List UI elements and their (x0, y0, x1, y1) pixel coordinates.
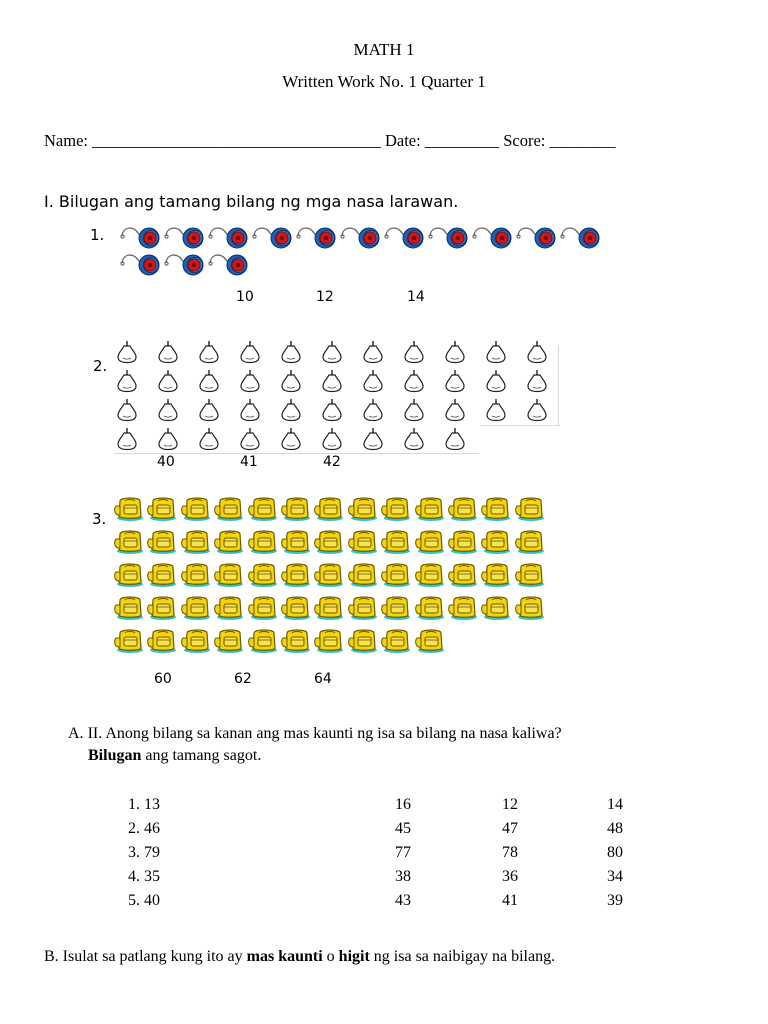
item1-picture-group (120, 224, 610, 280)
given-number: 5. 40 (128, 892, 160, 909)
backpack-icon (113, 527, 145, 555)
score-field[interactable]: ________ (549, 131, 616, 150)
section3-text: o (322, 948, 339, 965)
backpack-icon (146, 593, 178, 621)
section2-question-text: II. Anong bilang sa kanan ang mas kaunti ng isa sa bilang na nasa kaliwa? (87, 725, 562, 742)
yoyo-icon (560, 224, 602, 250)
worksheet-subtitle: Written Work No. 1 Quarter 1 (282, 72, 486, 91)
bag-icon (196, 398, 222, 422)
backpack-icon (213, 527, 245, 555)
yoyo-icon (164, 251, 206, 277)
section2-question (68, 723, 728, 767)
bag-icon (237, 369, 263, 393)
given-number: 2. 46 (128, 820, 160, 837)
answer-option[interactable]: 78 (502, 844, 518, 861)
section2-prefix: A. (68, 725, 84, 742)
yoyo-icon (208, 251, 250, 277)
bag-icon (360, 340, 386, 364)
backpack-icon (180, 593, 212, 621)
bag-icon (401, 427, 427, 451)
item3-number: 3. (92, 510, 107, 528)
bag-icon (114, 369, 140, 393)
bag-icon (360, 398, 386, 422)
section2-rest: ang tamang sagot. (141, 747, 262, 764)
backpack-icon (414, 626, 446, 654)
backpack-icon (113, 560, 145, 588)
bag-icon (483, 398, 509, 422)
backpack-icon (313, 560, 345, 588)
backpack-icon (347, 626, 379, 654)
section3-instruction (44, 946, 744, 968)
name-label: Name: (44, 131, 88, 150)
section3-bold-higit: higit (338, 948, 370, 965)
bag-icon (524, 369, 550, 393)
bag-icon (319, 398, 345, 422)
answer-option[interactable]: 45 (395, 820, 411, 837)
backpack-icon (180, 626, 212, 654)
backpack-icon (180, 527, 212, 555)
date-field[interactable]: _________ (424, 131, 500, 150)
backpack-icon (247, 527, 279, 555)
item2-choice[interactable]: 41 (240, 454, 258, 470)
section2-bold-word: Bilugan (88, 747, 142, 764)
bag-icon (442, 340, 468, 364)
bag-icon (237, 427, 263, 451)
bag-icon (155, 398, 181, 422)
bag-icon (278, 398, 304, 422)
backpack-icon (313, 494, 345, 522)
backpack-icon (113, 593, 145, 621)
item2-choice[interactable]: 42 (323, 454, 341, 470)
backpack-icon (414, 527, 446, 555)
given-number: 1. 13 (128, 796, 160, 813)
bag-icon (237, 340, 263, 364)
yoyo-icon (472, 224, 514, 250)
bag-icon (155, 427, 181, 451)
answer-option[interactable]: 16 (395, 796, 411, 813)
backpack-icon (380, 626, 412, 654)
answer-option[interactable]: 80 (607, 844, 623, 861)
backpack-icon (447, 593, 479, 621)
backpack-icon (347, 560, 379, 588)
section1-instruction: I. Bilugan ang tamang bilang ng mga nasa larawan. (44, 192, 459, 211)
answer-option[interactable]: 38 (395, 868, 411, 885)
picture-border (480, 425, 560, 426)
backpack-icon (347, 593, 379, 621)
bag-icon (196, 369, 222, 393)
backpack-icon (247, 494, 279, 522)
backpack-icon (347, 494, 379, 522)
item1-choice[interactable]: 14 (407, 289, 425, 305)
bag-icon (524, 340, 550, 364)
date-label: Date: (384, 131, 421, 150)
yoyo-icon (384, 224, 426, 250)
bag-icon (401, 340, 427, 364)
answer-option[interactable]: 14 (607, 796, 623, 813)
answer-option[interactable]: 39 (607, 892, 623, 909)
item2-number: 2. (93, 357, 108, 375)
yoyo-icon (296, 224, 338, 250)
yoyo-icon (252, 224, 294, 250)
answer-option[interactable]: 41 (502, 892, 518, 909)
item1-choice[interactable]: 12 (316, 289, 334, 305)
backpack-icon (113, 494, 145, 522)
yoyo-icon (516, 224, 558, 250)
yoyo-icon (120, 224, 162, 250)
backpack-icon (313, 626, 345, 654)
bag-icon (196, 340, 222, 364)
bag-icon (237, 398, 263, 422)
bag-icon (155, 369, 181, 393)
backpack-icon (247, 593, 279, 621)
backpack-icon (380, 527, 412, 555)
bag-icon (442, 398, 468, 422)
item2-choice[interactable]: 40 (157, 454, 175, 470)
answer-option[interactable]: 48 (607, 820, 623, 837)
backpack-icon (514, 494, 546, 522)
section3-text: ng isa sa naibigay na bilang. (369, 948, 556, 965)
given-number: 3. 79 (128, 844, 160, 861)
backpack-icon (480, 560, 512, 588)
name-field[interactable]: ___________________________________ (92, 131, 381, 150)
bag-icon (114, 427, 140, 451)
score-label: Score: (503, 131, 546, 150)
bag-icon (401, 369, 427, 393)
backpack-icon (280, 494, 312, 522)
bag-icon (278, 369, 304, 393)
bag-icon (442, 369, 468, 393)
backpack-icon (347, 527, 379, 555)
bag-icon (114, 340, 140, 364)
backpack-icon (280, 527, 312, 555)
backpack-icon (247, 560, 279, 588)
backpack-icon (380, 593, 412, 621)
backpack-icon (414, 593, 446, 621)
section3-text: B. Isulat sa patlang kung ito ay (44, 948, 247, 965)
yoyo-icon (208, 224, 250, 250)
backpack-icon (146, 626, 178, 654)
backpack-icon (146, 494, 178, 522)
backpack-icon (213, 494, 245, 522)
backpack-icon (514, 527, 546, 555)
backpack-icon (280, 626, 312, 654)
backpack-icon (380, 560, 412, 588)
yoyo-icon (428, 224, 470, 250)
bag-icon (319, 369, 345, 393)
backpack-icon (514, 560, 546, 588)
picture-border (558, 345, 559, 425)
backpack-icon (380, 494, 412, 522)
backpack-icon (280, 593, 312, 621)
answer-option[interactable]: 36 (502, 868, 518, 885)
bag-icon (360, 369, 386, 393)
given-number: 4. 35 (128, 868, 160, 885)
student-info-row (44, 131, 616, 151)
bag-icon (319, 427, 345, 451)
backpack-icon (247, 626, 279, 654)
worksheet-subject: MATH 1 (353, 40, 415, 59)
backpack-icon (213, 560, 245, 588)
backpack-icon (113, 626, 145, 654)
yoyo-icon (164, 224, 206, 250)
backpack-icon (514, 593, 546, 621)
backpack-icon (180, 560, 212, 588)
bag-icon (155, 340, 181, 364)
bag-icon (483, 369, 509, 393)
backpack-icon (313, 527, 345, 555)
bag-icon (524, 398, 550, 422)
yoyo-icon (120, 251, 162, 277)
backpack-icon (213, 626, 245, 654)
backpack-icon (414, 494, 446, 522)
backpack-icon (447, 527, 479, 555)
backpack-icon (480, 593, 512, 621)
backpack-icon (280, 560, 312, 588)
bag-icon (360, 427, 386, 451)
item1-number: 1. (90, 226, 105, 244)
yoyo-icon (340, 224, 382, 250)
answer-option[interactable]: 43 (395, 892, 411, 909)
backpack-icon (180, 494, 212, 522)
backpack-icon (313, 593, 345, 621)
backpack-icon (146, 527, 178, 555)
backpack-icon (414, 560, 446, 588)
answer-option[interactable]: 34 (607, 868, 623, 885)
backpack-icon (480, 527, 512, 555)
bag-icon (401, 398, 427, 422)
item2-picture-group (114, 340, 564, 460)
bag-icon (483, 340, 509, 364)
backpack-icon (213, 593, 245, 621)
item3-picture-group (113, 494, 553, 664)
section3-bold-mas-kaunti: mas kaunti (246, 948, 323, 965)
backpack-icon (480, 494, 512, 522)
bag-icon (319, 340, 345, 364)
item3-choice[interactable]: 62 (234, 671, 252, 687)
answer-option[interactable]: 47 (502, 820, 518, 837)
answer-option[interactable]: 77 (395, 844, 411, 861)
backpack-icon (447, 560, 479, 588)
item3-choice[interactable]: 64 (314, 671, 332, 687)
bag-icon (196, 427, 222, 451)
bag-icon (442, 427, 468, 451)
item1-choice[interactable]: 10 (236, 289, 254, 305)
answer-option[interactable]: 12 (502, 796, 518, 813)
bag-icon (114, 398, 140, 422)
bag-icon (278, 340, 304, 364)
bag-icon (278, 427, 304, 451)
item3-choice[interactable]: 60 (154, 671, 172, 687)
backpack-icon (146, 560, 178, 588)
backpack-icon (447, 494, 479, 522)
